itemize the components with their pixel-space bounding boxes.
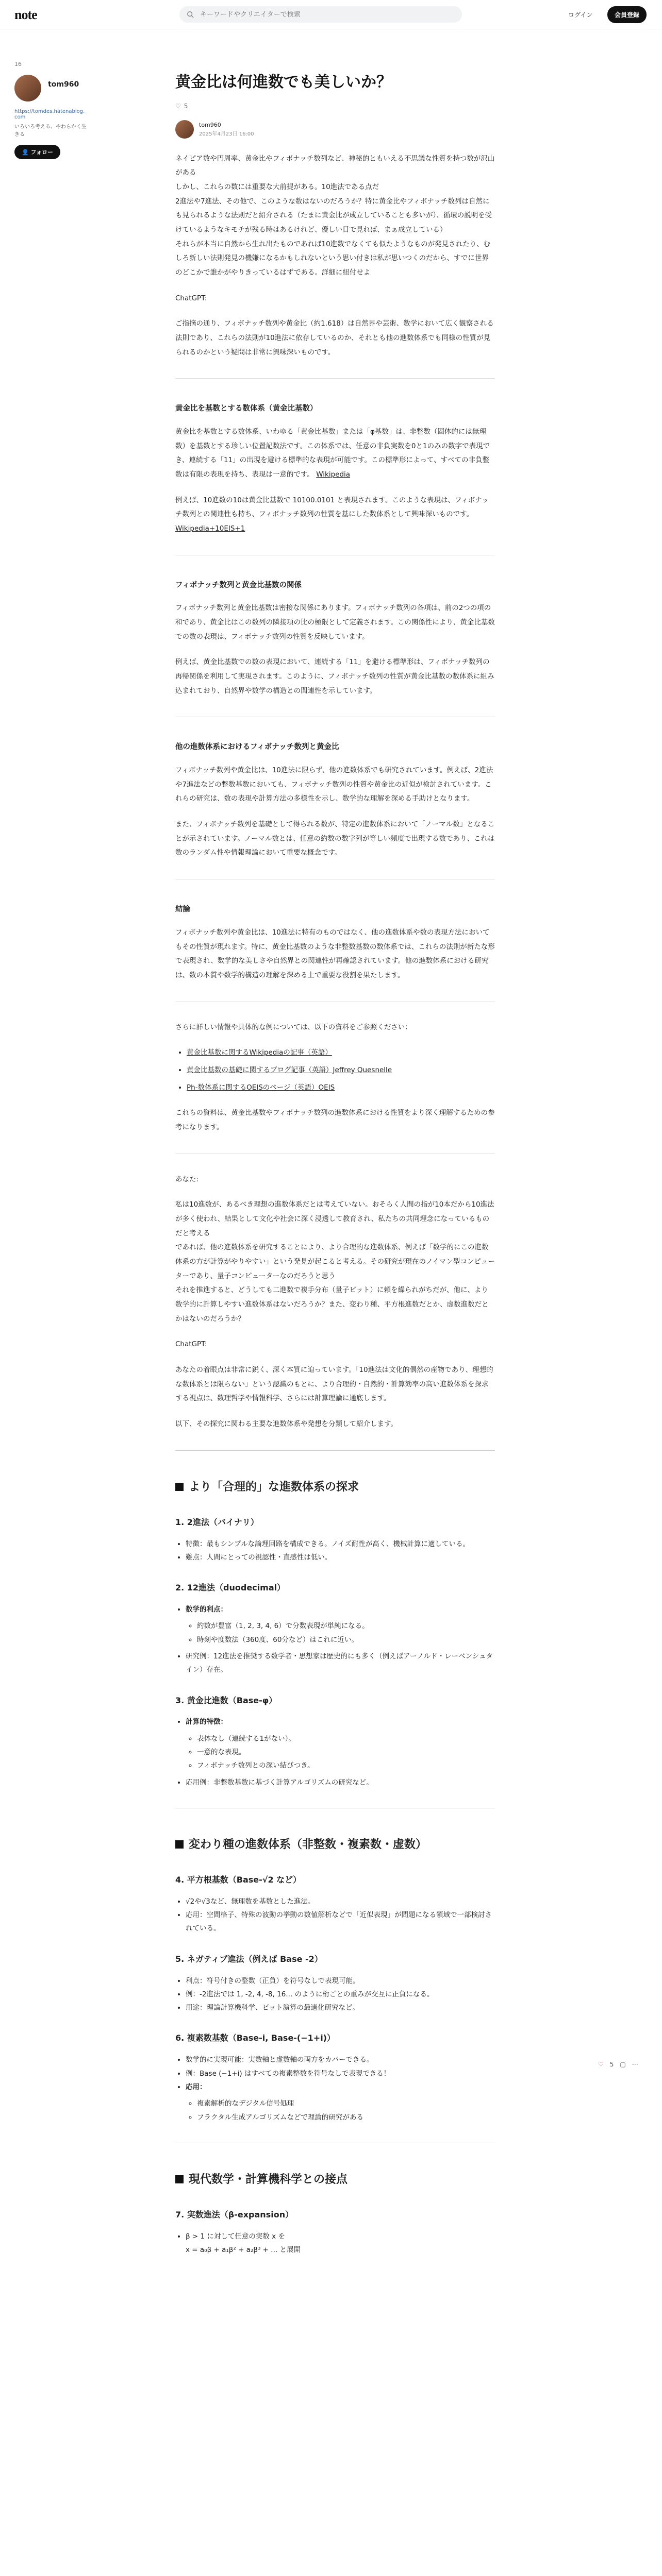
paragraph: また、フィボナッチ数列を基礎として得られる数が、特定の進数体系において「ノーマル数」となることが示されています。ノーマル数とは、任意の約数の数字列が等しい頻度で出現する数であり、これは数のランダム性や情報理論において重要な概念です。	[175, 820, 495, 857]
sidebar-blog-link[interactable]: https://tomdes.hatenablog.com	[14, 109, 85, 120]
heading-h3: 7. 実数進法（β-expansion）	[175, 2209, 294, 2219]
paragraph: 黄金比を基数とする数体系、いわゆる「黄金比基数」または「φ基数」は、非整数（固体的には無理数）を基数とする珍しい位置記数法です。この体系では、任意の非負実数を0と1のみの数字で表現でき、連続する「11」の出現を避ける標準的な表現が可能です。この標準形によって、すべての非負整数は有限の表現を持ち、表現は一意的です。 Wikipedia	[175, 427, 490, 479]
list-item: ◦ 表体なし（連続する1がない）。	[197, 1732, 495, 1745]
bullet-list	[175, 1715, 495, 1789]
search-input[interactable]	[199, 10, 449, 19]
user-label: あなた:	[175, 1175, 199, 1183]
list-item: ◦ 一意的な表現。	[197, 1745, 495, 1759]
follow-label: フォロー	[30, 149, 53, 156]
heading-h2: より「合理的」な進数体系の探求	[175, 1476, 495, 1499]
list-item: ◦ 複素解析的なデジタル信号処理	[197, 2097, 495, 2110]
heading-h3: 3. 黄金比進数（Base-φ）	[175, 1695, 277, 1705]
note-logo[interactable]: note	[14, 7, 37, 22]
square-icon	[175, 2175, 184, 2183]
floating-actions	[598, 2061, 638, 2068]
list-item: ◦ 約数が豊富（1, 2, 3, 4, 6）で分数表現が単純になる。	[197, 1619, 495, 1633]
paragraph: 例えば、10進数の10は黄金比基数で 10100.0101 と表現されます。このような表現は、フィボナッチ数列との関連性も持ち、フィボナッチ数列の性質を基にした数体系として興味深いものです。 Wikipedia+10EIS+1	[175, 496, 489, 533]
heart-icon[interactable]: ♡	[598, 2061, 604, 2068]
section-heading: 黄金比を基数とする数体系（黄金比基数）	[175, 404, 318, 413]
author-avatar[interactable]	[175, 120, 194, 139]
search-bar[interactable]	[179, 6, 462, 23]
reference-link[interactable]: Ph-数体系に関するOEISのページ（英語）OEIS	[187, 1083, 335, 1092]
article	[175, 72, 495, 2257]
list-item: • 数学的利点： ◦ 約数が豊富（1, 2, 3, 4, 6）で分数表現が単純になる。 ◦ 時刻や度数法（360度、60分など）はこれに近い。	[186, 1603, 495, 1647]
list-item: ◦ フラクタル生成アルゴリズムなどで理論的研究がある	[197, 2111, 495, 2124]
like-row	[175, 103, 495, 110]
list-item: • 用途：理論計算機科学、ビット演算の最適化研究など。	[186, 2001, 495, 2014]
post-date: 2025年4月23日 16:00	[199, 131, 254, 137]
bullet-list	[175, 1537, 495, 1565]
references-list	[175, 1046, 495, 1095]
wikipedia-oeis-link[interactable]: Wikipedia+10EIS+1	[175, 524, 245, 533]
paragraph: フィボナッチ数列と黄金比基数は密接な関係にあります。フィボナッチ数列の各項は、前の2つの項の和であり、黄金比はこの数列の隣接項の比の極限として定義されます。この関係性により、黄金比基数での数の表現は、フィボナッチ数列の性質を反映しています。	[175, 604, 495, 641]
list-item: • 難点：人間にとっての視認性・直感性は低い。	[186, 1551, 495, 1564]
intro-paragraph: ネイピア数や円周率、黄金比やフィボナッチ数列など、神秘的ともいえる不思議な性質を持つ数が沢山がある しかし、これらの数には重要な大前提がある。10進法である点だ 2進法や7進法、その他で、このような数はないのだろうか？特に黄金比やフィボナッチ数列は自然にも見られるような法則だと紹介される（たまに黄金比が成立していることも多いが）、循環の説明を受けているようなキモチが残る時はあるけれど、優しい目で見れば、まぁ成立している） それらが本当に自然から生れ出たものであれば10進数でなくても似たようなものが発見されたり、むしろ新しい法則発見の機嫌になるかもしれないという思い付きは私が思いつくのだから、すでに世界のどこかで誰かがやりきっているはずである。詳細に紐付せよ	[175, 154, 495, 277]
heart-icon[interactable]: ♡	[175, 102, 181, 110]
like-count: 5	[184, 102, 188, 110]
square-icon	[175, 1840, 184, 1849]
list-item: • √2や√3など、無理数を基数とした進法。	[186, 1895, 495, 1908]
reference-link[interactable]: 黄金比基数に関するWikipediaの記事（英語）	[187, 1048, 332, 1057]
article-body	[175, 152, 495, 2257]
paragraph: フィボナッチ数列や黄金比は、10進法に特有のものではなく、他の進数体系や数の表現方法においてもその性質が現れます。特に、黄金比基数のような非整数基数の数体系では、これらの法則が新たな形で表現され、数学的な美しさや自然界との関連性が再確認されています。他の進数体系における研究は、数の本質や数学的構造の理解を深める上で重要な役割を果たします。	[175, 928, 495, 979]
list-item	[187, 1046, 495, 1060]
section-heading: 結論	[175, 905, 190, 914]
list-item: • 例：-2進法では 1, -2, 4, -8, 16... のように桁ごとの重みが交互に正負になる。	[186, 1988, 495, 2001]
paragraph: フィボナッチ数列や黄金比は、10進法に限らず、他の進数体系でも研究されています。例えば、2進法や7進法などの整数基数においても、フィボナッチ数列の性質や黄金比の近似が検討されています。これらの研究は、数の表現や計算方法の多様性を示し、数学的な理解を深める手助けとなります。	[175, 766, 493, 803]
sidebar-description: いろいろ考える、やわらかく生きる	[14, 124, 87, 138]
bullet-list	[175, 2230, 495, 2257]
list-item: ◦ 時刻や度数法（360度、60分など）はこれに近い。	[197, 1633, 495, 1647]
list-item: • 数学的に実現可能：実数軸と虚数軸の両方をカバーできる。	[186, 2053, 495, 2066]
list-item: • 例：Base (−1+i) はすべての複素整数を符号なしで表現できる！	[186, 2067, 495, 2080]
list-item: • 利点：符号付きの整数（正負）を符号なしで表現可能。	[186, 1974, 495, 1988]
bullet-list	[175, 2053, 495, 2124]
list-item: • β > 1 に対して任意の実数 x を x = a₀β + a₁β² + a₂β³ + ... と展開	[186, 2230, 495, 2257]
reference-link[interactable]: 黄金比基数の基礎に関するブログ記事（英語）Jeffrey Quesnelle	[187, 1065, 392, 1074]
heading-h3: 6. 複素数基数（Base-i, Base-(−1+i)）	[175, 2033, 335, 2043]
response-paragraph: ご指摘の通り、フィボナッチ数列や黄金比（約1.618）は自然界や芸術、数学において広く観察される法則であり、これらの法則が10進法に依存しているのか、それとも他の進数体系でも同様の性質が見られるのかという疑問は非常に興味深いものです。	[175, 319, 494, 357]
like-count: 5	[609, 2061, 614, 2068]
user-question: 私は10進数が、あるべき理想の進数体系だとは考えていない。おそらく人間の指が10本だから10進法が多く使われ、結果として文化や社会に深く浸透して教育され、私たちの共同理念になっているものだと考える であれば、他の進数体系を研究することにより、より合理的な進数体系、例えば「数学的にこの進数体系の方が計算がやりやすい」という発見が起こると考える。その研究が現在のノイマン型コンピューターであり、量子コンピューターなのだろうと思う それを推進すると、どうしても二進数で複手分布（量子ビット）に頼を繰られがちだが、他に、より数学的に計算しやすい進数体系はないだろうか？また、変わり種、平方根進数だとか、虚数進数だとかはないのだろうか？	[175, 1200, 495, 1323]
avatar[interactable]	[14, 75, 41, 101]
bullet-list	[175, 1603, 495, 1677]
heading-h3: 2. 12進法（duodecimal）	[175, 1583, 286, 1593]
heading-h2: 現代数学・計算機科学との接点	[175, 2168, 495, 2191]
chatgpt-label: ChatGPT:	[175, 1340, 207, 1349]
heading-h2: 変わり種の進数体系（非整数・複素数・虚数）	[175, 1833, 495, 1856]
list-item	[187, 1081, 495, 1095]
signup-button[interactable]: 会員登録	[607, 6, 647, 23]
list-item: • 応用例：非整数基数に基づく計算アルゴリズムの研究など。	[186, 1776, 495, 1789]
heading-h3: 1. 2進法（バイナリ）	[175, 1517, 259, 1527]
author-sidebar	[14, 61, 87, 159]
list-item: • 特徴：最もシンプルな論理回路を構成できる。ノイズ耐性が高く、機械計算に適している。	[186, 1537, 495, 1551]
page-title: 黄金比は何進数でも美しいか？	[175, 73, 392, 91]
chatgpt-label: ChatGPT:	[175, 294, 207, 302]
references-intro: さらに詳しい情報や具体的な例については、以下の資料をご参照ください：	[175, 1023, 412, 1031]
heading-h3: 4. 平方根基数（Base-√2 など）	[175, 1875, 302, 1885]
response-paragraph: あなたの着眼点は非常に鋭く、深く本質に迫っています。「10進法は文化的偶然の産物であり、理想的な数体系とは限らない」という認識のもとに、より合理的・自然的・計算効率の高い進数体系を探求する視点は、数理哲学や情報科学、さらには計算理論に通底します。	[175, 1365, 493, 1403]
login-button[interactable]: ログイン	[568, 11, 593, 19]
paragraph: これらの資料は、黄金比基数やフィボナッチ数列の進数体系における性質をより深く理解するための参考になります。	[175, 1109, 495, 1131]
divider	[175, 1450, 495, 1451]
list-item: • 研究例：12進法を推奨する数学者・思想家は歴史的にも多く（例えばアーノルド・レーベンシュタイン）存在。	[186, 1650, 495, 1677]
list-item: • 計算的特徴： ◦ 表体なし（連続する1がない）。 ◦ 一意的な表現。 ◦ フィボナッチ数列との深い結びつき。	[186, 1715, 495, 1772]
bullet-list	[175, 1974, 495, 2015]
comment-icon[interactable]: ▢	[620, 2061, 626, 2068]
section-heading: フィボナッチ数列と黄金比基数の関係	[175, 581, 302, 589]
follow-button[interactable]: 👤 フォロー	[14, 145, 60, 159]
author-info	[175, 120, 495, 139]
square-icon	[175, 1483, 184, 1491]
sidebar-count: 16	[14, 61, 22, 67]
list-item	[187, 1063, 495, 1078]
section-heading: 他の進数体系におけるフィボナッチ数列と黄金比	[175, 743, 339, 752]
sidebar-author-name[interactable]: tom960	[48, 80, 79, 89]
bullet-list	[175, 1895, 495, 1936]
response-paragraph: 以下、その探究に関わる主要な進数体系や発想を分類して紹介します。	[175, 1420, 398, 1428]
list-item: • 応用：空間格子、特殊の波動の挙動の数値解析などで「近似表現」が問題になる領域で一部検討されている。	[186, 1908, 495, 1936]
more-icon[interactable]: ⋯	[632, 2061, 638, 2068]
search-icon	[187, 11, 194, 18]
site-header	[0, 0, 662, 29]
divider	[175, 378, 495, 379]
paragraph: 例えば、黄金比基数での数の表現において、連続する「11」を避ける標準形は、フィボナッチ数列の再帰関係を利用して実現されます。このように、フィボナッチ数列の性質が黄金比基数の数体系に組み込まれており、自然界や数学の構造との関連性を示しています。	[175, 658, 494, 695]
heading-h3: 5. ネガティブ進法（例えば Base -2）	[175, 1954, 323, 1964]
wikipedia-link[interactable]: Wikipedia	[316, 470, 351, 479]
author-name[interactable]: tom960	[199, 121, 221, 128]
list-item: • 応用： ◦ 複素解析的なデジタル信号処理 ◦ フラクタル生成アルゴリズムなどで理論的研究がある	[186, 2080, 495, 2124]
list-item: ◦ フィボナッチ数列との深い結びつき。	[197, 1759, 495, 1772]
